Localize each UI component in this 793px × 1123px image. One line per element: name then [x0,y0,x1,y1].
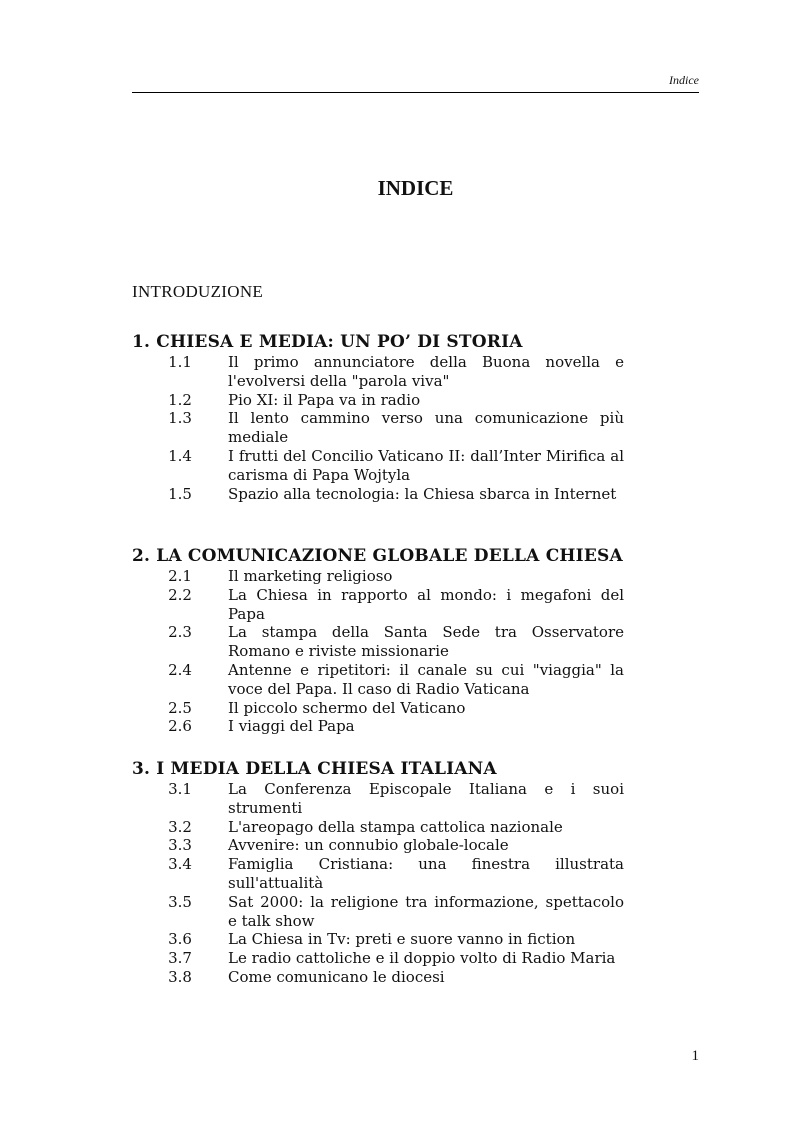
toc-entry [132,836,627,855]
entry-number: 2.1 [168,567,192,585]
entry-number: 3.4 [168,855,192,874]
toc-entry [132,780,627,818]
toc-chapter-3 [132,758,627,987]
toc-entry [132,968,627,987]
toc-entry [132,855,627,893]
entry-number: 2.5 [168,698,192,717]
toc-introduction: INTRODUZIONE [132,282,264,301]
entry-title: Come comunicano le diocesi [228,967,445,986]
running-title: Indice [669,73,699,87]
toc-entry [132,893,627,931]
chapter-heading: 2. LA COMUNICAZIONE GLOBALE DELLA CHIESA [132,546,623,566]
entry-title: Pio XI: il Papa va in radio [228,390,421,409]
entry-number: 2.6 [168,717,192,736]
entry-number: 1.1 [168,353,192,371]
header-rule [132,92,699,93]
page-title: INDICE [377,176,454,200]
chapter-heading: 3. I MEDIA DELLA CHIESA ITALIANA [132,759,497,779]
toc-entry [132,699,627,718]
entry-number: 1.5 [168,484,192,503]
toc-entry [132,409,627,447]
toc-entry [132,717,627,736]
toc-entry [132,586,627,624]
toc-chapter-1 [132,331,627,522]
page-number: 1 [691,1048,699,1064]
entry-title: La Chiesa in Tv: preti e suore vanno in fiction [228,930,576,949]
toc-entry [132,930,627,949]
entry-title: Sat 2000: la religione tra informazione, spettacolo e talk show [228,892,624,930]
entry-number: 3.7 [168,949,192,968]
entry-title: L'areopago della stampa cattolica nazionale [228,817,563,836]
entry-title: Le radio cattoliche e il doppio volto di Radio Maria [228,949,616,968]
entry-title: La Chiesa in rapporto al mondo: i megafoni del Papa [228,585,624,623]
entry-title: I frutti del Concilio Vaticano II: dall’Inter Mirifica al carisma di Papa Wojtyla [228,446,624,484]
toc-entry [132,353,627,391]
entry-title: La Conferenza Episcopale Italiana e i suoi strumenti [228,780,624,817]
entry-number: 1.3 [168,409,192,428]
entry-number: 2.4 [168,660,192,679]
chapter-heading: 1. CHIESA E MEDIA: UN PO’ DI STORIA [132,332,523,352]
entry-number: 3.2 [168,817,192,836]
entry-number: 3.1 [168,780,192,798]
entry-title: Il primo annunciatore della Buona novella e l'evolversi della "parola viva" [228,353,624,390]
toc-entry [132,485,627,523]
entry-title: Famiglia Cristiana: una finestra illustrata sull'attualità [228,855,624,892]
entry-number: 3.8 [168,967,192,986]
toc-entry [132,661,627,699]
entry-title: Il piccolo schermo del Vaticano [228,698,466,717]
entry-title: Avvenire: un connubio globale-locale [228,836,509,855]
entry-number: 1.2 [168,390,192,409]
entry-title: Spazio alla tecnologia: la Chiesa sbarca in Internet [228,484,617,503]
entry-number: 3.3 [168,836,192,855]
toc-entry [132,818,627,837]
toc-entry [132,567,627,586]
entry-number: 3.6 [168,930,192,949]
toc-entry [132,447,627,485]
entry-number: 2.2 [168,585,192,604]
entry-title: La stampa della Santa Sede tra Osservatore Romano e riviste missionarie [228,623,624,661]
toc-chapter-2 [132,545,627,736]
entry-number: 3.5 [168,892,192,911]
entry-title: Antenne e ripetitori: il canale su cui "viaggia" la voce del Papa. Il caso di Radio Vaticana [228,660,624,698]
toc-entry [132,391,627,410]
entry-number: 2.3 [168,623,192,642]
toc-entry [132,623,627,661]
entry-title: Il marketing religioso [228,567,393,585]
entry-title: I viaggi del Papa [228,717,355,736]
entry-number: 1.4 [168,446,192,465]
entry-title: Il lento cammino verso una comunicazione più mediale [228,409,624,447]
toc-entry [132,949,627,968]
